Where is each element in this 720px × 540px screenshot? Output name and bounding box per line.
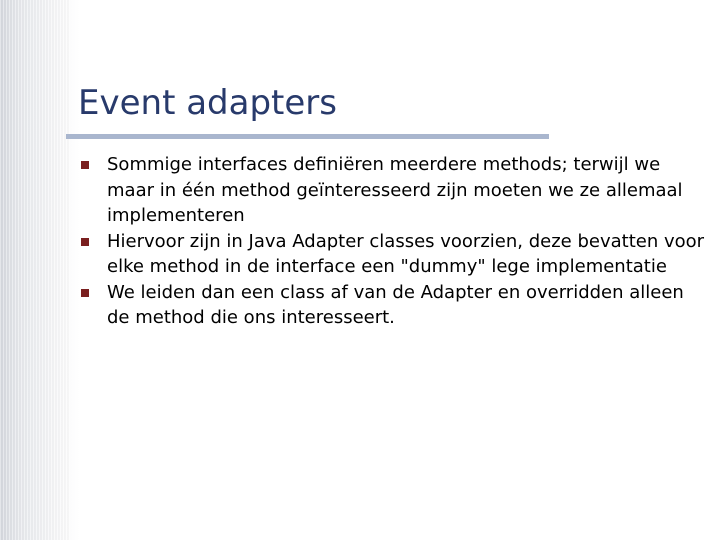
bullet-item bbox=[78, 229, 708, 280]
bullet-text: We leiden dan een class af van de Adapter en overridden alleen de method die ons interesseert. bbox=[107, 281, 684, 328]
bullet-list bbox=[78, 152, 708, 331]
square-bullet-icon bbox=[81, 289, 89, 297]
bullet-text: Hiervoor zijn in Java Adapter classes voorzien, deze bevatten voor elke method in de interface een "dummy" lege implementatie bbox=[107, 230, 705, 277]
bullet-item bbox=[78, 152, 708, 229]
slide-title: Event adapters bbox=[78, 83, 337, 123]
bullet-item bbox=[78, 280, 708, 331]
bullet-text: Sommige interfaces definiëren meerdere methods; terwijl we maar in één method geïnteresseerd zijn moeten we ze allemaal implementeren bbox=[107, 154, 683, 226]
square-bullet-icon bbox=[81, 161, 89, 169]
left-gradient-stripes bbox=[0, 0, 70, 540]
title-underline bbox=[66, 134, 549, 139]
square-bullet-icon bbox=[81, 238, 89, 246]
